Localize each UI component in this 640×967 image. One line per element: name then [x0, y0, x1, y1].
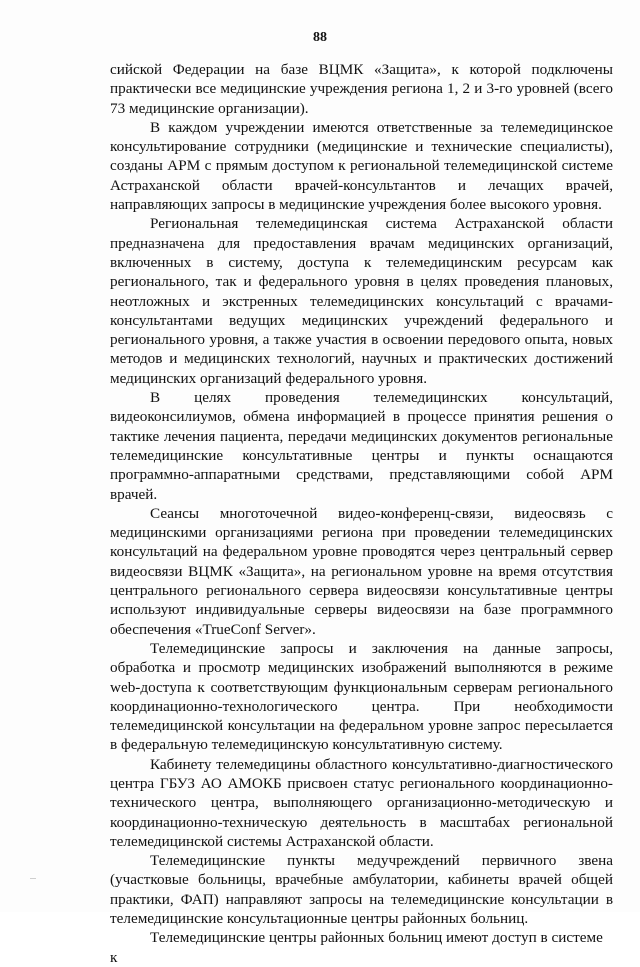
paragraph-responsible-staff: В каждом учреждении имеются ответственные за телемедицинское консультирование сотрудники (медицинские и технические специалисты), созданы АРМ с прямым доступом к региональной телемедицинской системе Астраханской области врачей-консультантов и лечащих врачей, направляющих запросы в медицинские учреждения более высокого уровня. — [110, 118, 613, 214]
paragraph-coordination-center: Кабинету телемедицины областного консультативно-диагностического центра ГБУЗ АО АМОКБ присвоен статус регионального координационно-технического центра, выполняющего организационно-методическую и координационно-техническую деятельность в масштабах региональной телемедицинской системы Астраханской области. — [110, 755, 613, 850]
paragraph-primary-care-points: Телемедицинские пункты медучреждений первичного звена (участковые больницы, врачебные амбулатории, кабинеты врачей общей практики, ФАП) направляют запросы на телемедицинские консультации в телемедицинские консультационные центры районных больниц. — [110, 852, 613, 928]
paragraph-continuation: сийской Федерации на базе ВЦМК «Защита», к которой подключены практически все медицинские учреждения региона 1, 2 и 3-го уровней (всего 73 медицинские организации). — [110, 61, 613, 117]
page-number: 88 — [313, 30, 327, 45]
paragraph-regional-system-purpose: Региональная телемедицинская система Астраханской области предназначена для предоставления врачам медицинских организаций, включенных в систему, доступа к телемедицинским ресурсам как регионального, так и федерального уровня в целях проведения плановых, неотложных и экстренных телемедицинских консультаций с врачами-консультантами ведущих медицинских учреждений федерального и регионального уровня, а также участия в освоении передового опыта, новых методов и медицинских технологий, научных и практических достижений медицинских организаций федерального уровня. — [110, 215, 613, 387]
paragraph-district-centers: Телемедицинские центры районных больниц имеют доступ в системе к — [110, 929, 603, 966]
scan-artifact — [30, 878, 36, 879]
paragraph-video-sessions: Сеансы многоточечной видео-конференц-связи, видеосвязь с медицинскими организациями региона при проведении телемедицинских консультаций на федеральном уровне проводятся через центральный сервер видеосвязи ВЦМК «Защита», на региональном уровне на время отсутствия центрального регионального сервера видеосвязи консультативные центры используют индивидуальные серверы видеосвязи на базе программного обеспечения «TrueConf Server». — [110, 504, 613, 638]
paragraph-web-access: Телемедицинские запросы и заключения на данные запросы, обработка и просмотр медицинских изображений выполняются в режиме web-доступа к соответствующим функциональным серверам регионального координационно-технологического центра. При необходимости телемедицинской консультации на федеральном уровне запрос пересылается в федеральную телемедицинскую консультативную систему. — [110, 639, 613, 754]
document-body — [110, 60, 613, 967]
paragraph-equipment: В целях проведения телемедицинских консультаций, видеоконсилиумов, обмена информацией в процессе принятия решения о тактике лечения пациента, передачи медицинских документов региональные телемедицинские консультативные центры и пункты оснащаются программно-аппаратными средствами, представляющими собой АРМ врачей. — [110, 389, 613, 503]
